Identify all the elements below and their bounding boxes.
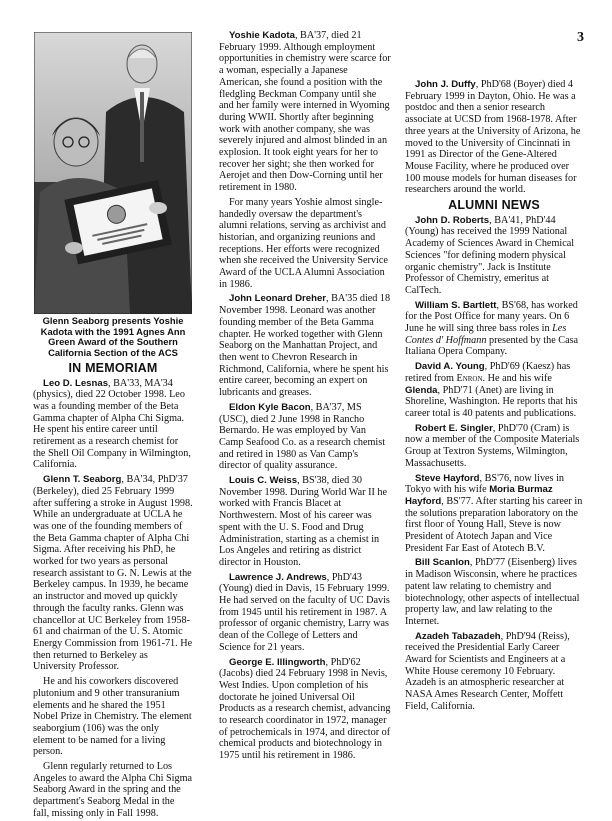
column-middle <box>219 27 391 763</box>
entry-name: Glenn T. Seaborg <box>43 474 122 486</box>
entry-text: , PhD'77 (Eisenberg) lives in Madison Wisconsin, where he practices patent law relating to chemistry and biotechnology, other aspects of intellectual property law, and law relating to the Internet. <box>405 557 580 627</box>
photo-caption: Glenn Seaborg presents Yoshie Kadota with the 1991 Agnes Ann Green Award of the Southern California Section of the ACS <box>40 315 186 359</box>
entry-duffy <box>405 79 583 196</box>
entry-text: presented by the Casa Italiana Opera Company. <box>405 334 579 358</box>
alumni-news-heading: ALUMNI NEWS <box>448 198 540 213</box>
entry-text: , BA'34, PhD'37 (Berkeley), died 25 February 1999 after suffering a stroke in August 1998. While an undergraduate at UCLA he was one of the founding members of the Beta Gamma chapter of Alpha Chi Sigma. After receiving his PhD, he worked for two years as personal research assistant to G. N. Lewis at the Berkeley campus. In 1939, he became an instructor and moved up quickly through the faculty ranks. Glenn was chancellor at UC Berkeley from 1958-61 and chairman of the U. S. Atomic Energy Commission from 1961-71. He then returned to Berkeley as University Professor. <box>33 474 193 673</box>
entry-text: , PhD'94 (Reiss), received the Presidential Early Career Award for Scientists and Engineers at a White House ceremony 10 February. Azadeh is an atmospheric researcher at NASA Ames Research Center, Moffett Field, California. <box>405 630 570 712</box>
entry-lesnas <box>33 378 193 472</box>
entry-name: William S. Bartlett <box>415 299 497 311</box>
entry-bacon <box>219 402 391 472</box>
entry-text: , PhD'68 (Boyer) died 4 February 1999 in Dayton, Ohio. He was a postdoc and then a senior research associate at UCSD from 1968-1978. After three years at the University of Arizona, he moved to the University of Cincinnati in 1991 as Director of the Gene-Altered Mouse Facility, where he produced over 100 mouse models for human diseases for researchers around the world. <box>405 79 581 196</box>
news-bartlett <box>405 300 583 359</box>
news-hayford <box>405 473 583 555</box>
company-name: Enron <box>456 372 483 384</box>
entry-name: Robert E. Singler <box>415 422 493 434</box>
entry-text: , BA'37, MS (USC), died 2 June 1998 in Rancho Bernardo. He was employed by Van Camp Seafood Co. as a research chemist and retired in 1980 as Van Camp's director of quality assurance. <box>219 401 386 472</box>
entry-weiss <box>219 475 391 569</box>
news-singler <box>405 423 583 470</box>
entry-name: John D. Roberts <box>415 214 490 226</box>
entry-text: , BA'41, PhD'44 (Young) has received the 1999 National Academy of Sciences Award in Chemical Sciences "for defining modern physical organic chemistry". Jack is Institute Professor of Chemistry, emeritus at CalTech. <box>405 214 575 296</box>
entry-name: Eldon Kyle Bacon <box>229 401 311 413</box>
opera-title: Les Contes d' Hoffmann <box>405 323 567 346</box>
entry-name: Louis C. Weiss <box>229 475 298 487</box>
column-left <box>33 32 193 821</box>
column-right <box>405 27 583 714</box>
news-tabazadeh <box>405 631 583 713</box>
entry-text: . He and his wife <box>482 372 552 384</box>
entry-name: John Leonard Dreher <box>229 293 327 305</box>
in-memoriam-heading: IN MEMORIAM <box>68 360 158 375</box>
news-young <box>405 361 583 420</box>
entry-name: Yoshie Kadota <box>229 30 295 41</box>
entry-kadota-p2: For many years Yoshie almost single-handedly oversaw the department's alumni relations, serving as archivist and historian, and organizing reunions and receptions. Her efforts were recognized when she received the University Service Award of the UCLA Alumni Association in 1986. <box>219 196 388 290</box>
entry-text: , PhD'69 (Kaesz) has retired from <box>405 361 571 384</box>
entry-seaborg <box>33 474 193 673</box>
spouse-name: Glenda <box>405 384 438 396</box>
entry-text: , BS'38, died 30 November 1998. During World War II he worked with Francis Blacet at Northwestern. Most of his career was spent with the U. S. Food and Drug Administration, starting as a chemist in Los Angeles and retiring as district director in Houston. <box>219 475 388 568</box>
entry-name: Leo D. Lesnas <box>43 377 109 389</box>
entry-illingworth <box>219 657 391 762</box>
entry-name: Lawrence J. Andrews <box>229 571 327 583</box>
entry-name: Azadeh Tabazadeh <box>415 630 501 642</box>
entry-kadota <box>219 30 391 194</box>
entry-text: , PhD'70 (Cram) is now a member of the Composite Materials Group at Textron Systems, Wilmington, Massachusetts. <box>405 422 580 469</box>
entry-name: George E. Illingworth <box>229 656 326 668</box>
entry-text: , BA'35 died 18 November 1998. Leonard was another founding member of the Beta Gamma chapter. He worked together with Glenn Seaborg on the Manhattan Project, and then went to Chevron Research in Richmond, California, where he spent his entire career, becoming an expert on lubricants and greases. <box>219 293 391 399</box>
entry-name: Bill Scanlon <box>415 557 470 569</box>
entry-text: , BS'77. After starting his career in the solutions preparation laboratory on the first floor of Young Hall, Steve is now President of Atotech Japan and Vice President Far East of Atotech B.V. <box>405 495 583 554</box>
page-number: 3 <box>577 30 584 45</box>
entry-name: Steve Hayford <box>415 472 480 484</box>
entry-text: , PhD'43 (Young) died in Davis, 15 February 1999. He had served on the faculty of UC Davis from 1945 until his retirement in 1987. A professor of organic chemistry, Larry was dean of the College of Letters and Science for 21 years. <box>219 571 390 653</box>
news-roberts <box>405 215 583 297</box>
award-photo <box>34 32 192 314</box>
entry-name: David A. Young <box>415 361 485 373</box>
entry-text: , BS'76, now lives in Tokyo with his wife <box>405 472 564 496</box>
award-photo-image <box>34 32 192 314</box>
entry-text: , PhD'62 (Jacobs) died 24 February 1998 in Nevis, West Indies. Upon completion of his doctorate he joined Universal Oil Products as a research chemist, advancing to research coordinator in 1972, manager of petrochemicals in 1974, and director of chemical products and biotechnology in 1975 until his retirement in 1986. <box>219 656 391 762</box>
entry-text: , PhD'71 (Anet) are living in Shoreline, Washington. He reports that his career total is 40 patents and publications. <box>405 384 578 419</box>
entry-text: , BA'37, died 21 February 1999. Although employment opportunities in chemistry were scarce for a woman, especially a Japanese American, she found a position with the fledgling Beckman Company until she and her family were interned in Wyoming during WWII. Shortly after beginning work with another company, she was severely injured and almost blinded in an explosion. It took eight years for her to recover her sight; she then worked for Aerojet and then Dow-Corning until her retirement in 1980. <box>219 30 391 194</box>
entry-seaborg-p3: Glenn regularly returned to Los Angeles to award the Alpha Chi Sigma Seaborg Award in the spring and the department's Seaborg Medal in the fall, missing only in Fall 1998. <box>33 761 193 819</box>
entry-andrews <box>219 572 391 654</box>
news-scanlon <box>405 557 583 627</box>
entry-text: , BA'33, MA'34 (physics), died 22 October 1998. Leo was a founding member of the Beta Gamma chapter of Alpha Chi Sigma. He spent his entire career until retirement as a research chemist for the Shell Oil Company in Wilmington, California. <box>33 377 191 471</box>
entry-text: , BS'68, has worked for the Post Office for many years. On 6 June he will sing three bass roles in <box>405 299 578 335</box>
entry-name: John J. Duffy <box>415 79 476 90</box>
entry-seaborg-p2: He and his coworkers discovered plutonium and 9 other transuranium elements and he shared the 1951 Nobel Prize in Chemistry. The element seaborgium (106) was the only element to be named for a living person. <box>33 676 192 758</box>
spouse-name: Moria Burmaz Hayford <box>405 484 553 507</box>
entry-dreher <box>219 293 391 398</box>
